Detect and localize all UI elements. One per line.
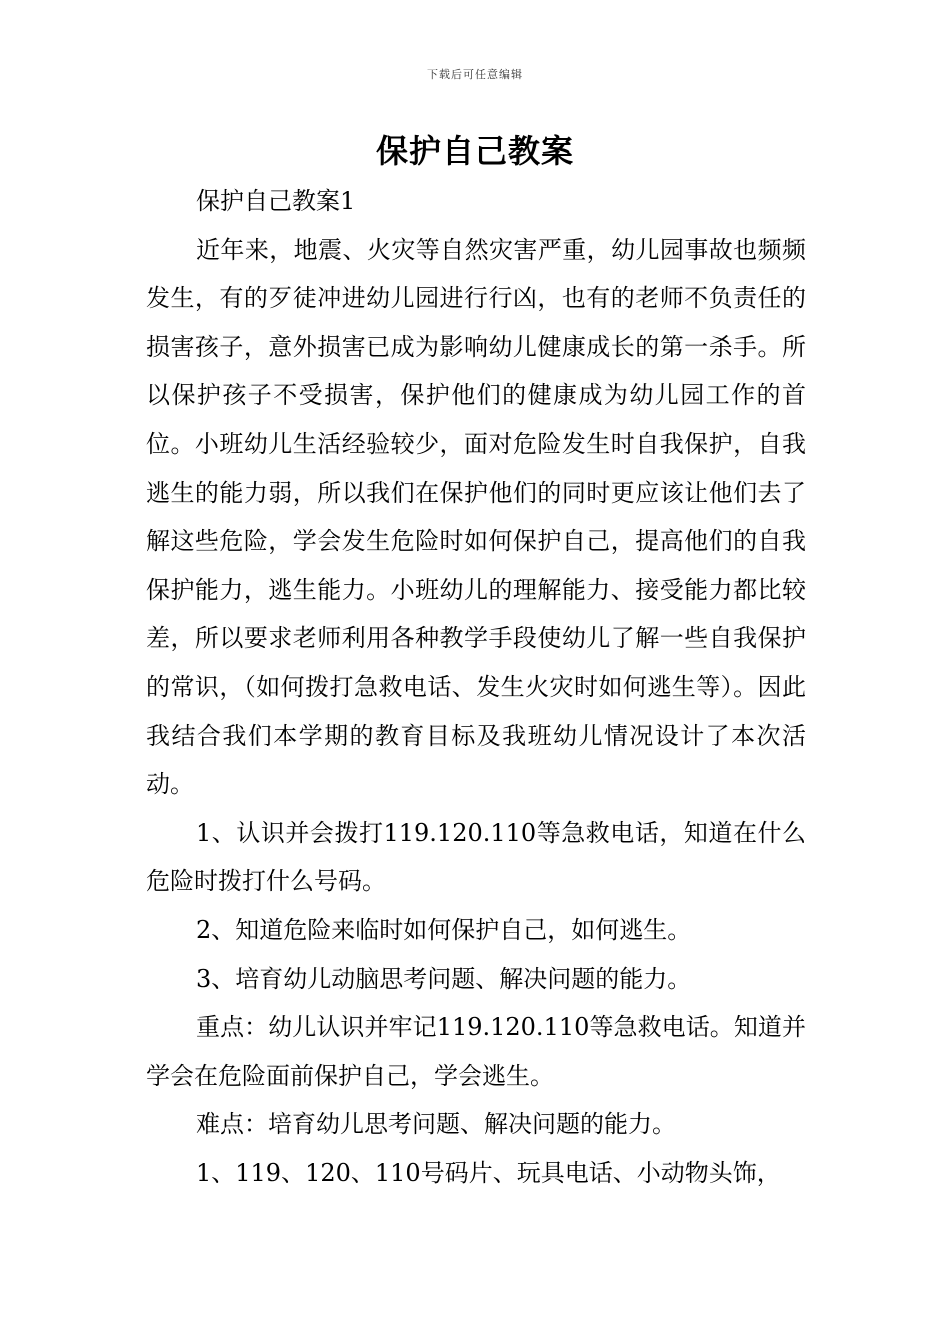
page-header-note: 下载后可任意编辑 bbox=[427, 68, 523, 81]
goal-item-3: 3、培育幼儿动脑思考问题、解决问题的能力。 bbox=[196, 964, 692, 993]
goal-item-2: 2、知道危险来临时如何保护自己，如何逃生。 bbox=[196, 915, 692, 944]
difficulty-paragraph: 难点：培育幼儿思考问题、解决问题的能力。 bbox=[196, 1110, 676, 1139]
section-heading: 保护自己教案1 bbox=[196, 187, 356, 215]
document-title: 保护自己教案 bbox=[375, 132, 574, 170]
intro-paragraph: 近年来，地震、火灾等自然灾害严重，幼儿园事故也频频发生，有的歹徒冲进幼儿园进行行凶，也有的老师不负责任的损害孩子，意外损害已成为影响幼儿健康成长的第一杀手。所以保护孩子不受损害，保护他们的健康成为幼儿园工作的首位。小班幼儿生活经验较少，面对危险发生时自我保护，自我逃生的能力弱，所以我们在保护他们的同时更应该让他们去了解这些危险，学会发生危险时如何保护自己，提高他们的自我保护能力，逃生能力。小班幼儿的理解能力、接受能力都比较差，所以要求老师利用各种教学手段使幼儿了解一些自我保护的常识，（如何拨打急救电话、发生火灾时如何逃生等）。因此我结合我们本学期的教育目标及我班幼儿情况设计了本次活动。 bbox=[146, 235, 806, 799]
goal-item-1: 1、认识并会拨打119.120.110等急救电话，知道在什么危险时拨打什么号码。 bbox=[146, 818, 806, 896]
document-body bbox=[146, 177, 806, 1197]
key-point-paragraph: 重点：幼儿认识并牢记119.120.110等急救电话。知道并学会在危险面前保护自己，学会逃生。 bbox=[146, 1013, 806, 1090]
materials-item-1: 1、119、120、110号码片、玩具电话、小动物头饰， bbox=[196, 1158, 781, 1187]
